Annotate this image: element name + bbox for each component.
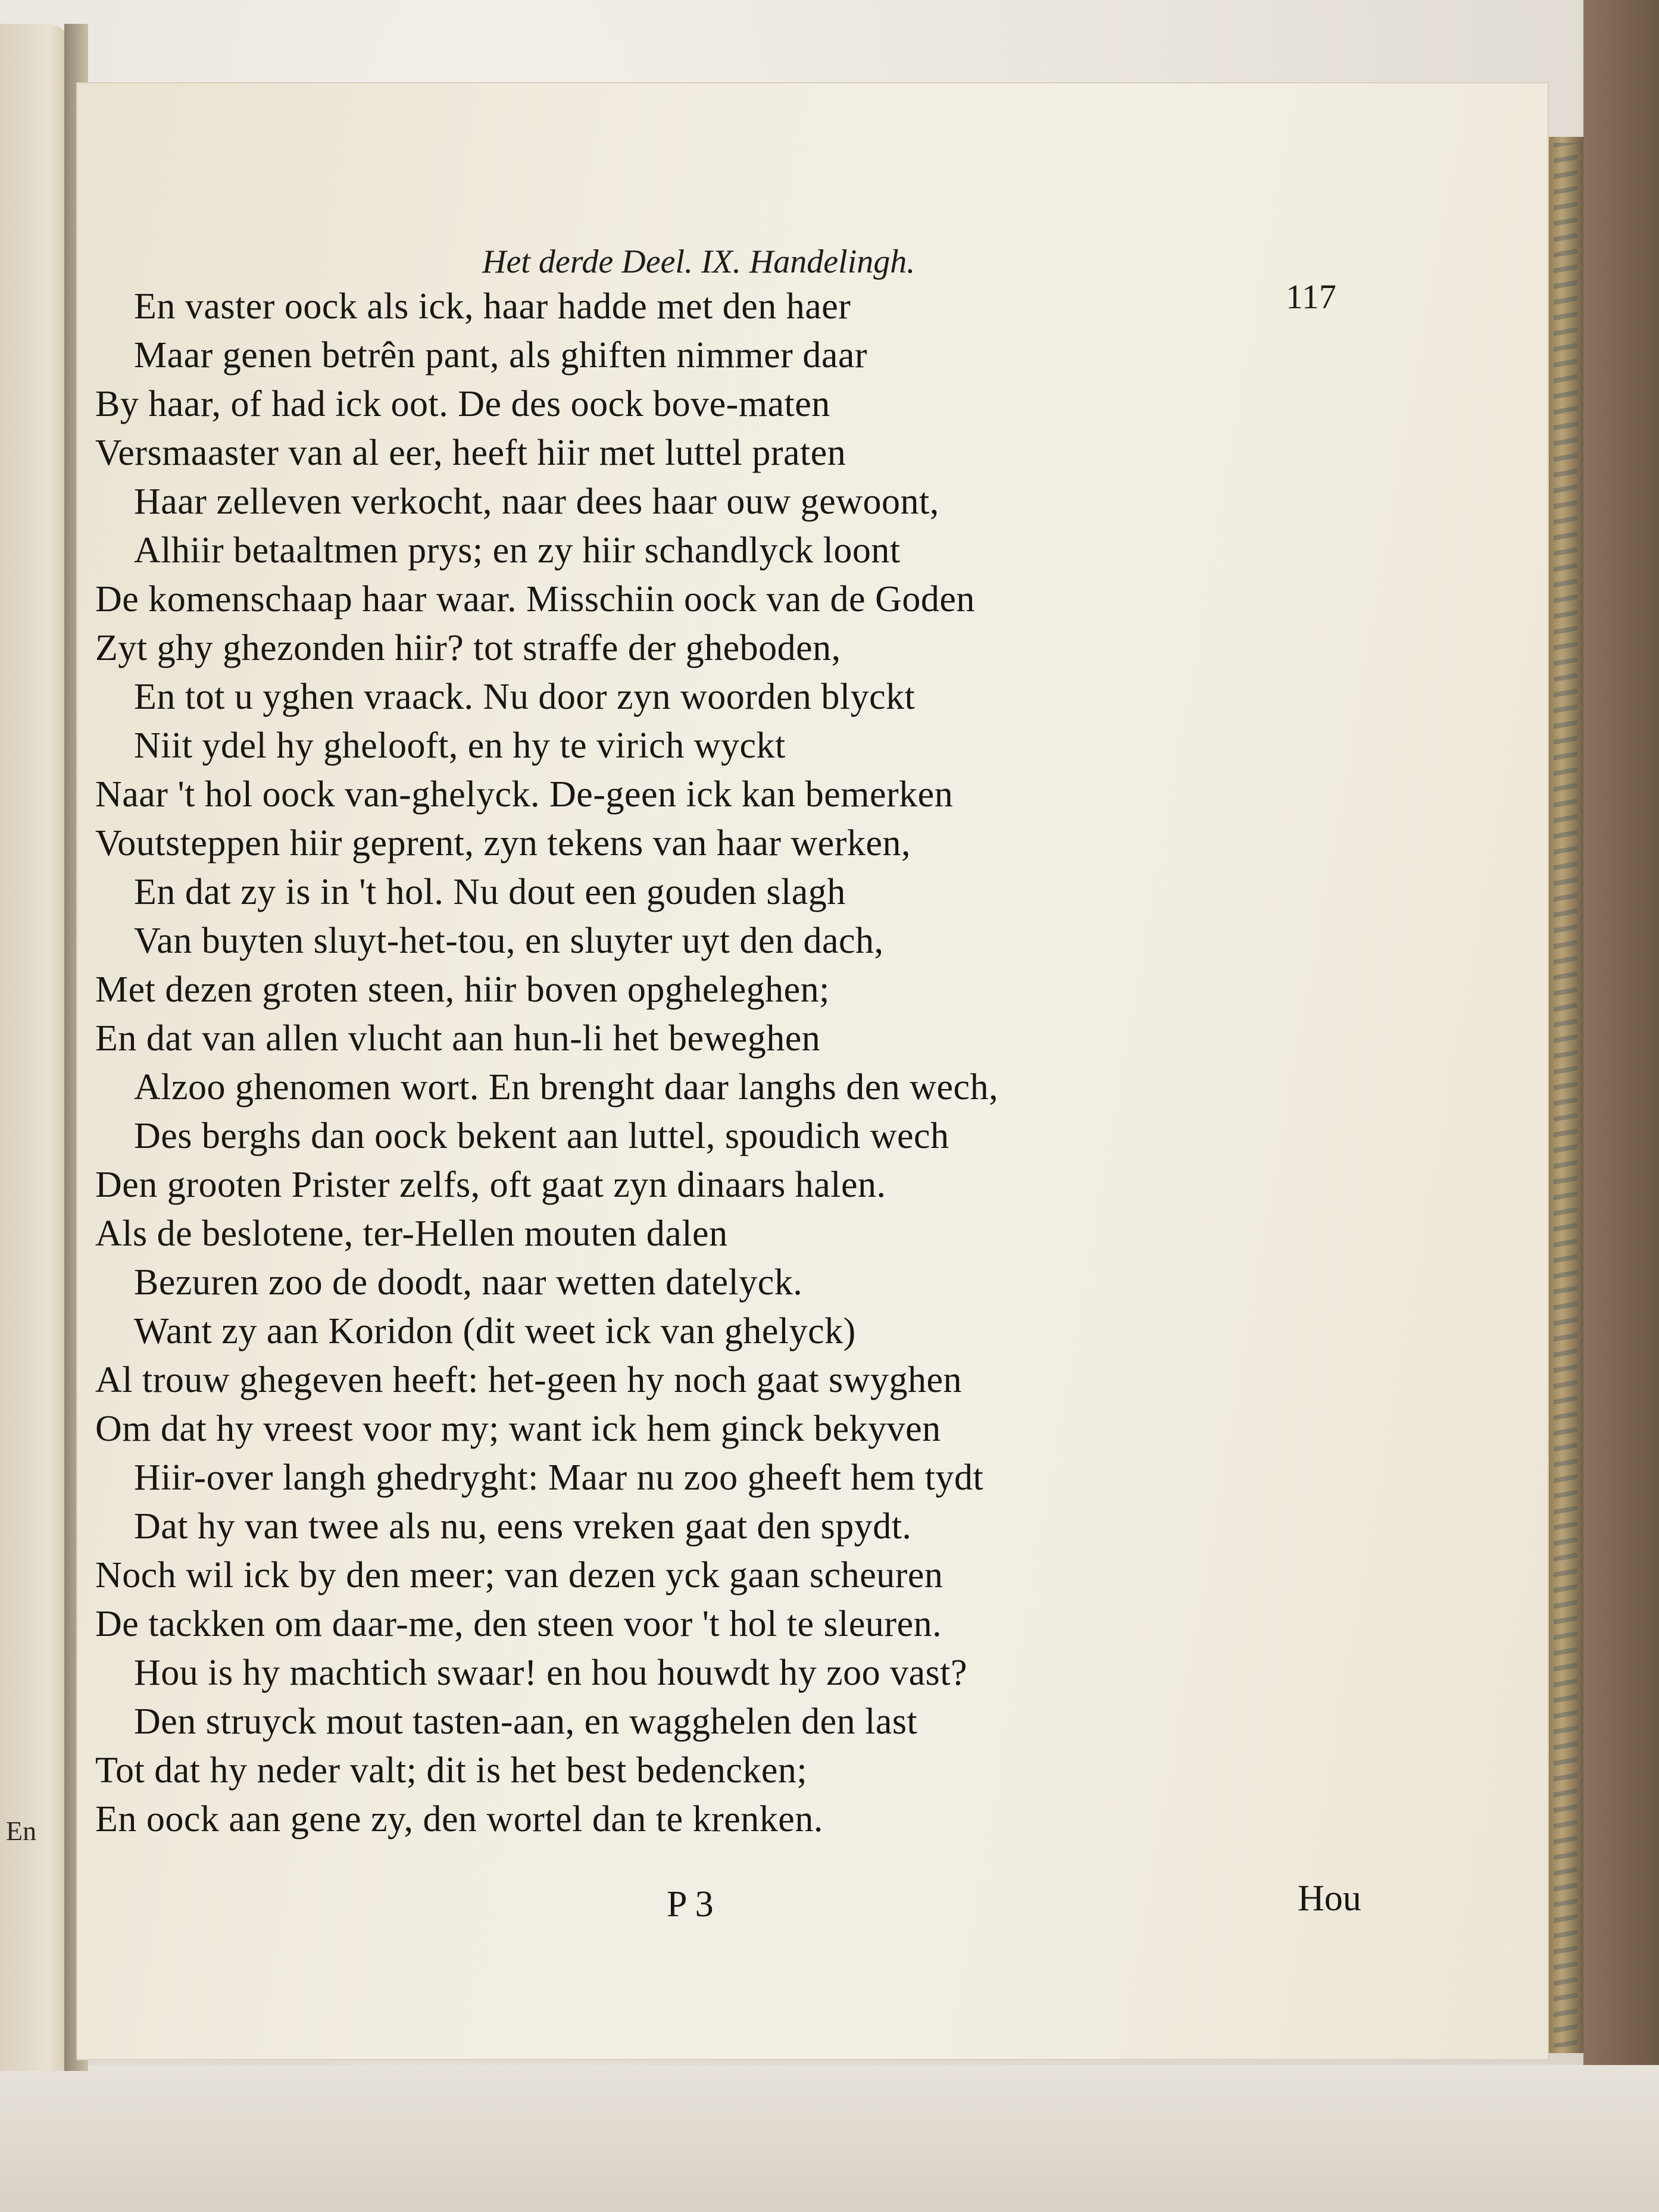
- verse-line: En dat zy is in 't hol. Nu dout een gouden slagh: [134, 872, 846, 912]
- verse-line: Zyt ghy ghezonden hiir? tot straffe der gheboden,: [95, 628, 841, 668]
- left-page-catchword: En: [6, 1816, 37, 1846]
- verse-line: By haar, of had ick oot. De des oock bove-maten: [95, 384, 830, 424]
- verse-line: Bezuren zoo de doodt, naar wetten datelyck.: [134, 1262, 803, 1303]
- verse-line: Voutsteppen hiir geprent, zyn tekens van haar werken,: [95, 823, 911, 863]
- verse-line: En tot u yghen vraack. Nu door zyn woorden blyckt: [134, 677, 916, 717]
- book-page: [77, 83, 1548, 2059]
- verse-line: Noch wil ick by den meer; van dezen yck gaan scheuren: [95, 1555, 943, 1595]
- verse-line: En vaster oock als ick, haar hadde met den haer: [134, 286, 851, 327]
- verse-line: En dat van allen vlucht aan hun-li het beweghen: [95, 1018, 821, 1059]
- catchword: Hou: [1298, 1878, 1361, 1919]
- verse-line: Dat hy van twee als nu, eens vreken gaat den spydt.: [134, 1506, 912, 1547]
- verse-line: Den grooten Prister zelfs, oft gaat zyn dinaars halen.: [95, 1165, 886, 1205]
- verse-line: Tot dat hy neder valt; dit is het best bedencken;: [95, 1750, 808, 1791]
- verse-line: Al trouw ghegeven heeft: het-geen hy noch gaat swyghen: [95, 1360, 962, 1400]
- left-page-edge: [0, 24, 71, 2071]
- verse-line: Versmaaster van al eer, heeft hiir met luttel praten: [95, 433, 846, 473]
- verse-line: Niit ydel hy ghelooft, en hy te virich wyckt: [134, 725, 786, 766]
- running-title: Het derde Deel. IX. Handelingh.: [482, 243, 916, 280]
- spine-pattern: [1554, 143, 1577, 2047]
- verse-line: Als de beslotene, ter-Hellen mouten dalen: [95, 1213, 728, 1254]
- verse-line: Want zy aan Koridon (dit weet ick van ghelyck): [134, 1311, 856, 1351]
- verse-line: Den struyck mout tasten-aan, en wagghelen den last: [134, 1701, 918, 1742]
- verse-line: De komenschaap haar waar. Misschiin oock van de Goden: [95, 579, 975, 620]
- verse-line: Van buyten sluyt-het-tou, en sluyter uyt den dach,: [134, 921, 884, 961]
- verse-line: Alhiir betaaltmen prys; en zy hiir schandlyck loont: [134, 530, 901, 571]
- signature-mark: P 3: [667, 1884, 714, 1925]
- verse-line: Om dat hy vreest voor my; want ick hem ginck bekyven: [95, 1409, 941, 1449]
- verse-line: Hou is hy machtich swaar! en hou houwdt hy zoo vast?: [134, 1653, 968, 1693]
- verse-line: Haar zelleven verkocht, naar dees haar ouw gewoont,: [134, 481, 939, 522]
- verse-line: En oock aan gene zy, den wortel dan te krenken.: [95, 1799, 823, 1839]
- verse-line: Des berghs dan oock bekent aan luttel, spoudich wech: [134, 1116, 949, 1156]
- verse-line: Alzoo ghenomen wort. En brenght daar langhs den wech,: [134, 1067, 999, 1107]
- verse-line: Met dezen groten steen, hiir boven opgheleghen;: [95, 969, 830, 1010]
- verse-line: Naar 't hol oock van-ghelyck. De-geen ick kan bemerken: [95, 774, 954, 815]
- table-edge: [1583, 0, 1659, 2212]
- cloth-bottom: [0, 2065, 1659, 2212]
- page-number: 117: [1286, 277, 1336, 316]
- verse-line: Maar genen betrên pant, als ghiften nimmer daar: [134, 335, 868, 376]
- verse-line: Hiir-over langh ghedryght: Maar nu zoo gheeft hem tydt: [134, 1457, 984, 1498]
- verse-line: De tackken om daar-me, den steen voor 't hol te sleuren.: [95, 1604, 942, 1644]
